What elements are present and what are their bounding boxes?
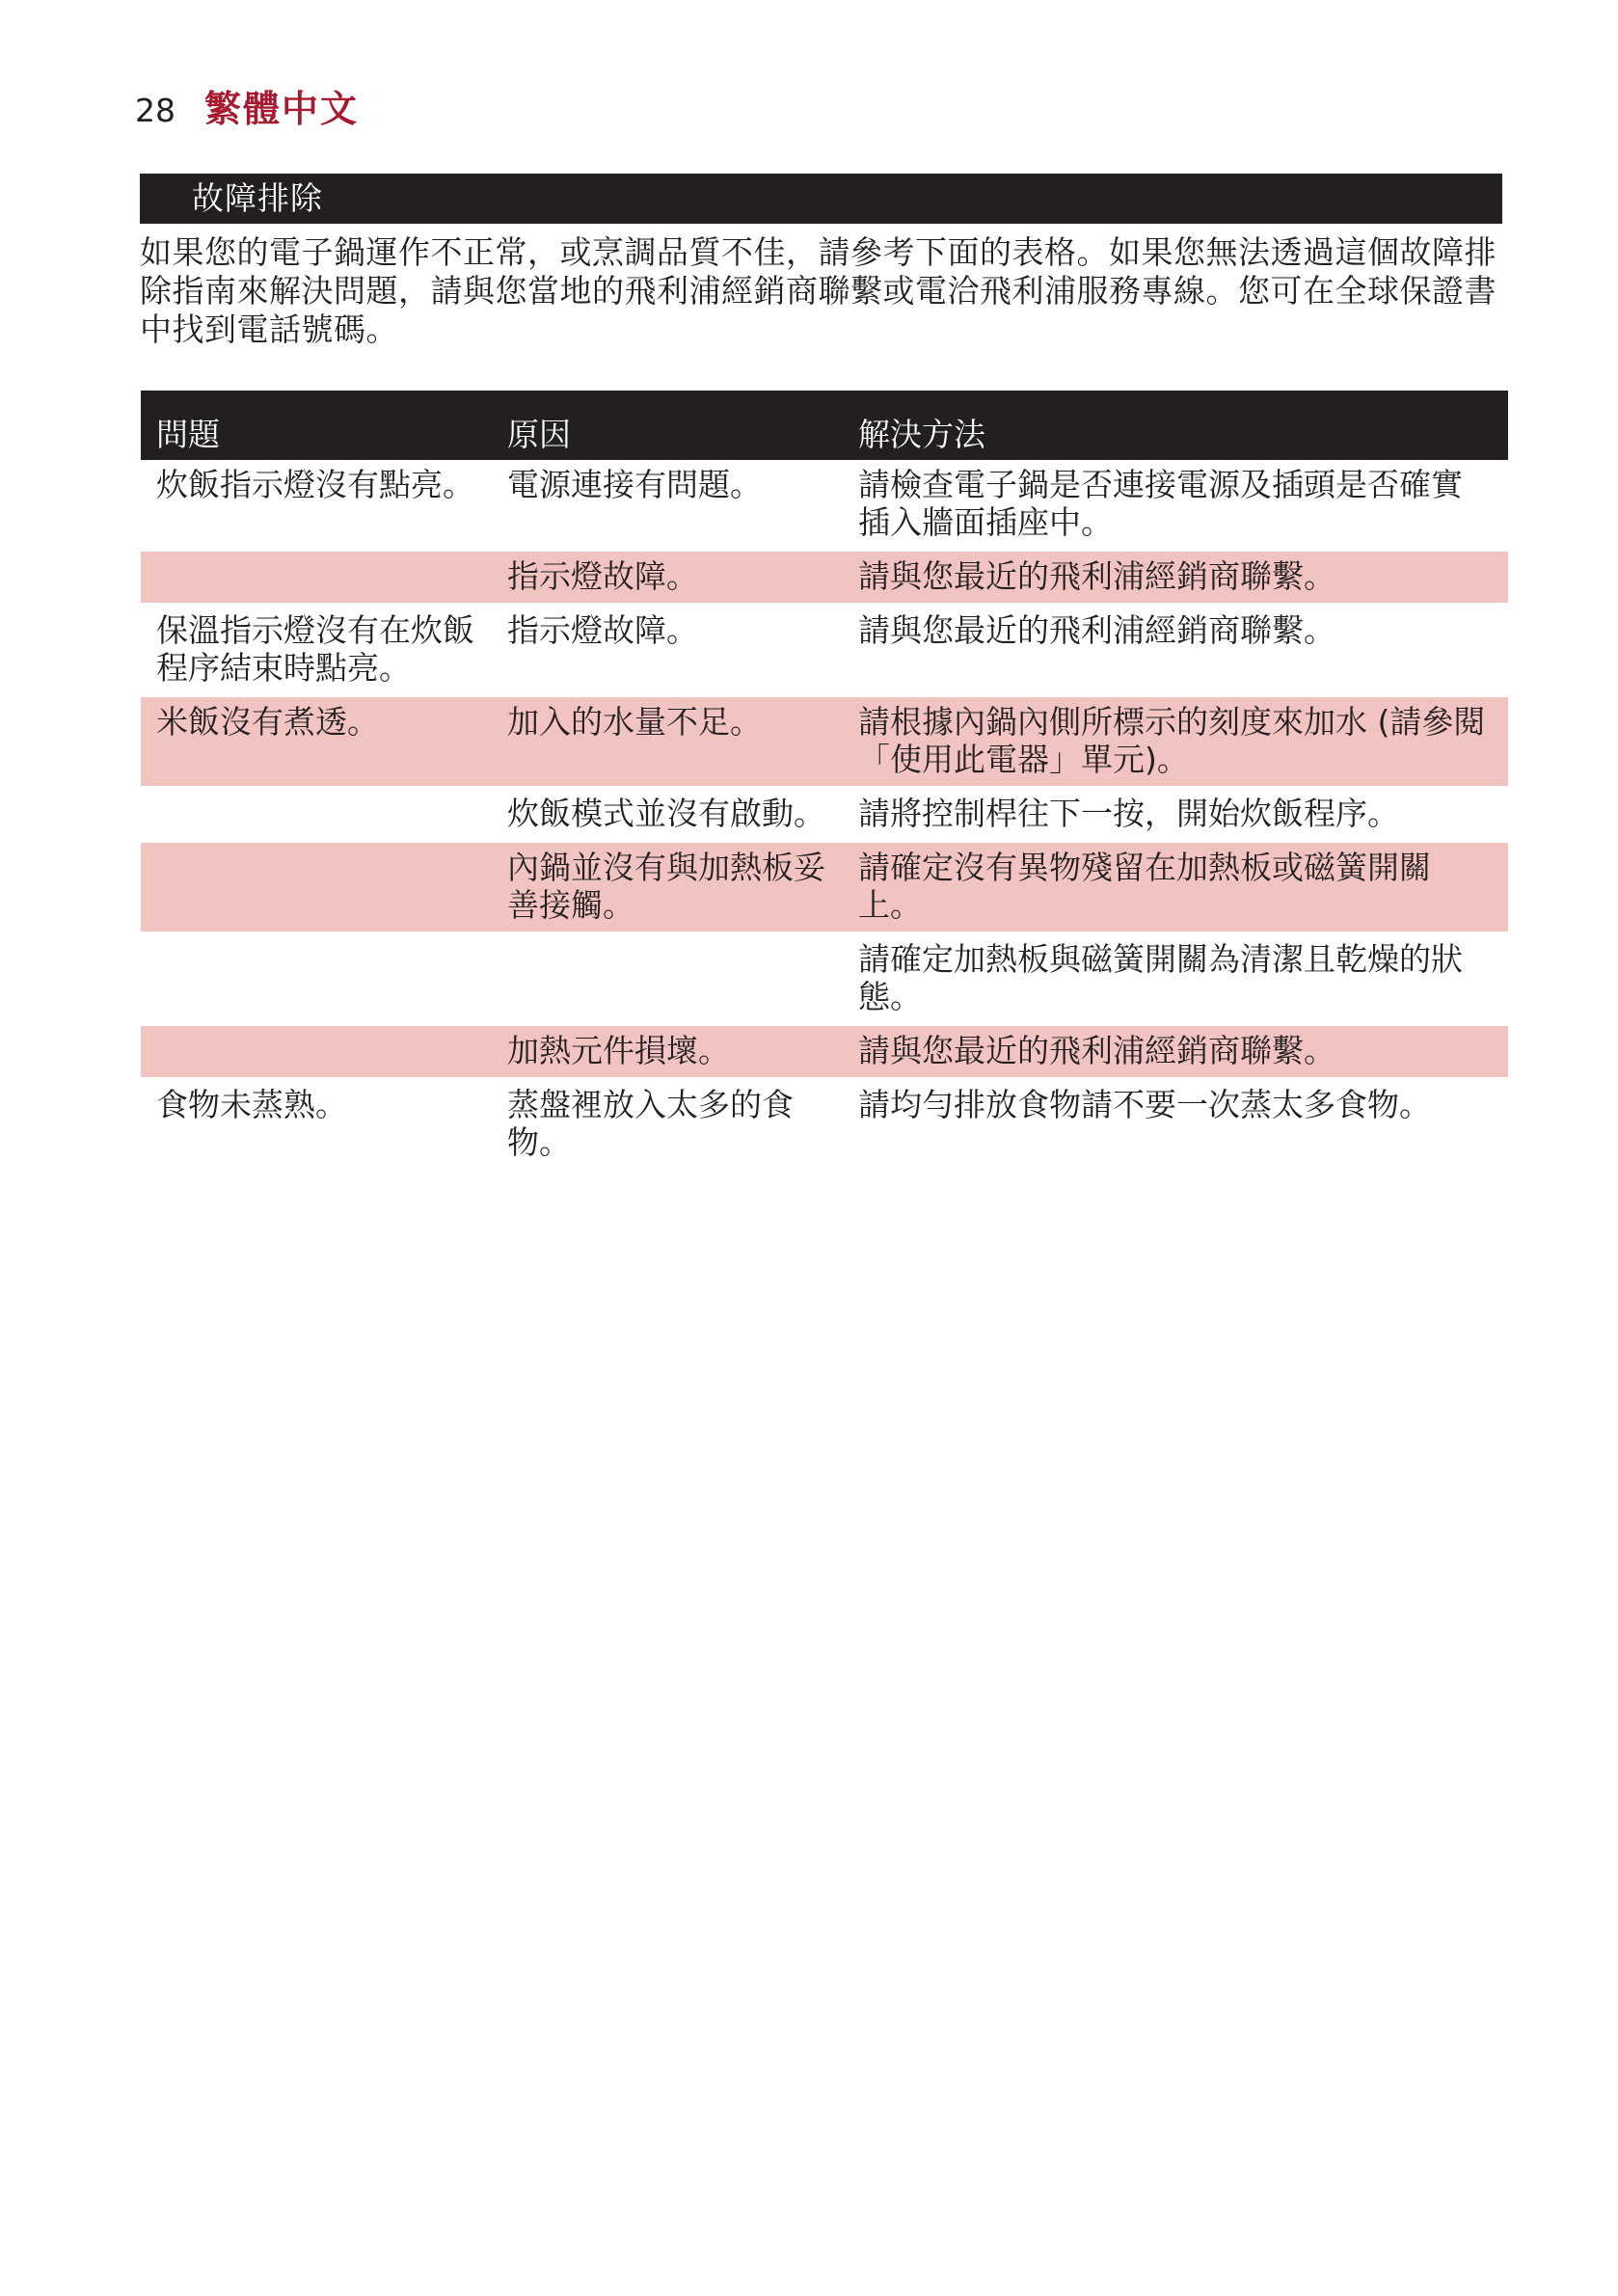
page-header <box>135 79 359 132</box>
solution-cell: 請根據內鍋內側所標示的刻度來加水 (請參閱「使用此電器」單元)。 <box>843 696 1508 788</box>
table-row <box>141 788 1508 842</box>
cause-cell: 加入的水量不足。 <box>492 696 843 788</box>
solution-cell: 請與您最近的飛利浦經銷商聯繫。 <box>843 551 1508 605</box>
solution-cell: 請檢查電子鍋是否連接電源及插頭是否確實插入牆面插座中。 <box>843 460 1508 551</box>
troubleshooting-table <box>141 391 1508 1172</box>
table-row <box>141 1025 1508 1079</box>
problem-cell <box>141 933 492 1025</box>
cause-cell: 電源連接有問題。 <box>492 460 843 551</box>
page-number: 28 <box>135 92 175 129</box>
cause-cell <box>492 933 843 1025</box>
cause-cell: 炊飯模式並沒有啟動。 <box>492 788 843 842</box>
problem-cell <box>141 842 492 933</box>
table-row <box>141 460 1508 551</box>
table-row <box>141 605 1508 696</box>
problem-cell <box>141 1025 492 1079</box>
solution-cell: 請確定加熱板與磁簧開關為清潔且乾燥的狀態。 <box>843 933 1508 1025</box>
problem-cell: 保溫指示燈沒有在炊飯程序結束時點亮。 <box>141 605 492 696</box>
column-header-solution: 解決方法 <box>843 391 1508 460</box>
solution-cell: 請將控制桿往下一按，開始炊飯程序。 <box>843 788 1508 842</box>
table-row <box>141 551 1508 605</box>
intro-paragraph: 如果您的電子鍋運作不正常，或烹調品質不佳，請參考下面的表格。如果您無法透過這個故障排除指南來解決問題，請與您當地的飛利浦經銷商聯繫或電洽飛利浦服務專線。您可在全球保證書中找到電話號碼。 <box>140 233 1497 348</box>
column-header-cause: 原因 <box>492 391 843 460</box>
table-row <box>141 1079 1508 1171</box>
solution-cell: 請與您最近的飛利浦經銷商聯繫。 <box>843 1025 1508 1079</box>
page-language-title: 繁體中文 <box>204 88 360 130</box>
table-row <box>141 933 1508 1025</box>
table-row <box>141 842 1508 933</box>
solution-cell: 請確定沒有異物殘留在加熱板或磁簧開關上。 <box>843 842 1508 933</box>
solution-cell: 請均勻排放食物請不要一次蒸太多食物。 <box>843 1079 1508 1171</box>
cause-cell: 指示燈故障。 <box>492 551 843 605</box>
problem-cell: 食物未蒸熟。 <box>141 1079 492 1171</box>
problem-cell: 炊飯指示燈沒有點亮。 <box>141 460 492 551</box>
section-heading: 故障排除 <box>140 174 1502 224</box>
solution-cell: 請與您最近的飛利浦經銷商聯繫。 <box>843 605 1508 696</box>
table-body <box>141 460 1508 1171</box>
cause-cell: 加熱元件損壞。 <box>492 1025 843 1079</box>
column-header-problem: 問題 <box>141 391 492 460</box>
cause-cell: 指示燈故障。 <box>492 605 843 696</box>
problem-cell <box>141 788 492 842</box>
problem-cell <box>141 551 492 605</box>
cause-cell: 蒸盤裡放入太多的食物。 <box>492 1079 843 1171</box>
table-row <box>141 696 1508 788</box>
table-header-row <box>141 391 1508 460</box>
cause-cell: 內鍋並沒有與加熱板妥善接觸。 <box>492 842 843 933</box>
problem-cell: 米飯沒有煮透。 <box>141 696 492 788</box>
